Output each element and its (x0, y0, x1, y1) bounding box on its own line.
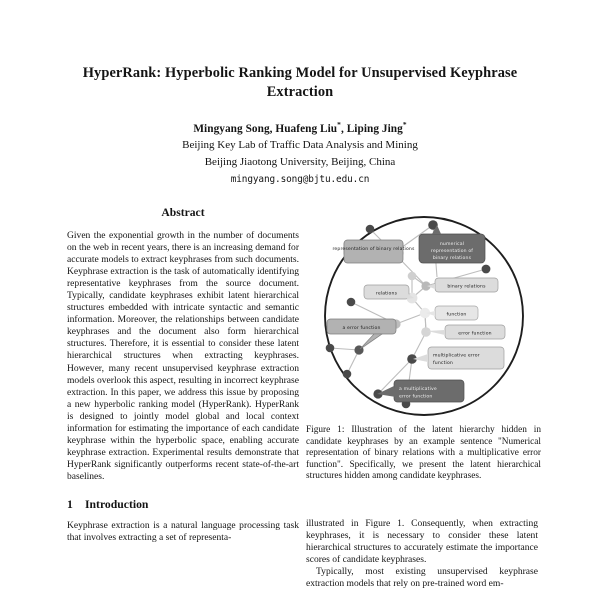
affiliation-line-1: Beijing Key Lab of Traffic Data Analysis and Mining (182, 139, 418, 151)
graph-node (346, 298, 355, 307)
section-title: Introduction (85, 497, 149, 511)
graph-node (365, 225, 374, 234)
node-label-text: multiplicative error (432, 353, 480, 359)
node-label-text: representation of (430, 249, 473, 254)
right-column-paragraph-next: Typically, most existing unsupervised keyphrase extraction models that rely on pre-trained word em- (306, 566, 538, 590)
title-block (62, 64, 538, 185)
node-label-text: binary relations (432, 256, 471, 261)
introduction-heading (67, 498, 299, 511)
abstract-heading: Abstract (161, 206, 205, 219)
hyperbolic-disk-diagram (308, 214, 540, 419)
author-list (62, 122, 538, 137)
author-footnote-marker-2: * (402, 120, 407, 130)
node-label-text: binary relations (446, 284, 486, 290)
graph-node (407, 272, 416, 281)
node-label-text: numerical (439, 242, 464, 247)
graph-node (421, 327, 431, 337)
node-label-text: a error function (341, 326, 381, 331)
author-names: Mingyang Song, Huafeng Liu (193, 123, 338, 135)
section-number: 1 (67, 497, 73, 511)
contact-email[interactable]: mingyang.song@bjtu.edu.cn (230, 174, 370, 185)
node-label-text: a multiplicative (398, 387, 437, 392)
page-title: HyperRank: Hyperbolic Ranking Model for Unsupervised Keyphrase Extraction (82, 65, 518, 100)
graph-node (325, 344, 334, 353)
right-column (306, 518, 538, 590)
node-label-text: function (446, 312, 466, 318)
graph-node (342, 370, 351, 379)
node-label-representation-of-binary-relations (332, 240, 414, 263)
graph-node (481, 265, 490, 274)
node-label-relations (364, 285, 414, 299)
node-label-binary-relations (427, 278, 498, 292)
node-label-text: error function (457, 331, 492, 337)
figure-caption: Figure 1: Illustration of the latent hierarchy hidden in candidate keyphrases by an example sentence "Numerical representation of binary relations with a multiplicative error function". Specifically, we present the latent hierarchical structures hidden among candidate keyphrases. (306, 425, 541, 482)
node-label-text: error function (398, 394, 432, 400)
node-label-text: relations (375, 291, 397, 297)
affiliation-line-2: Beijing Jiaotong University, Beijing, China (204, 155, 396, 168)
author-footnote-marker-1: * (337, 120, 341, 130)
figure-1 (306, 214, 541, 492)
node-label-text: representation of binary relations (331, 247, 415, 252)
right-column-paragraph-continued: illustrated in Figure 1. Consequently, when extracting keyphrases, it is necessary to consider these latent hierarchical structures to accurately estimate the importance scores of candidate keyphrases. (306, 518, 538, 566)
author-names-tail: , Liping Jing (340, 123, 403, 135)
introduction-paragraph: Keyphrase extraction is a natural language processing task that involves extracting a set of representa- (67, 519, 299, 544)
abstract-text: Given the exponential growth in the number of documents on the web in recent years, there is an increasing demand for accurate models to extract keyphrases from such documents. Keyphrase extraction is the task of automatically identifying representative keyphrases from the source document. Typically, candidate keyphrases exhibit latent hierarchical structures embedded with intricate syntactic and semantic information. Moreover, the relationships between candidate keyphrases and the document also form hierarchical structures. Therefore, it is essential to consider these latent hierarchical structures when extracting keyphrases. However, many recent unsupervised keyphrase extraction models overlook this aspect, resulting in incorrect keyphrase extraction. In this paper, we address this issue by proposing a new hyperbolic ranking model (HyperRank). HyperRank is designed to jointly model global and local context information for estimating the importance of each candidate keyphrase within the hyperbolic space, enabling accurate keyphrase extraction. Experimental results demonstrate that HyperRank significantly outperforms recent state-of-the-art baselines. (67, 230, 299, 482)
node-label-text: function (432, 361, 453, 366)
left-column (67, 206, 299, 544)
